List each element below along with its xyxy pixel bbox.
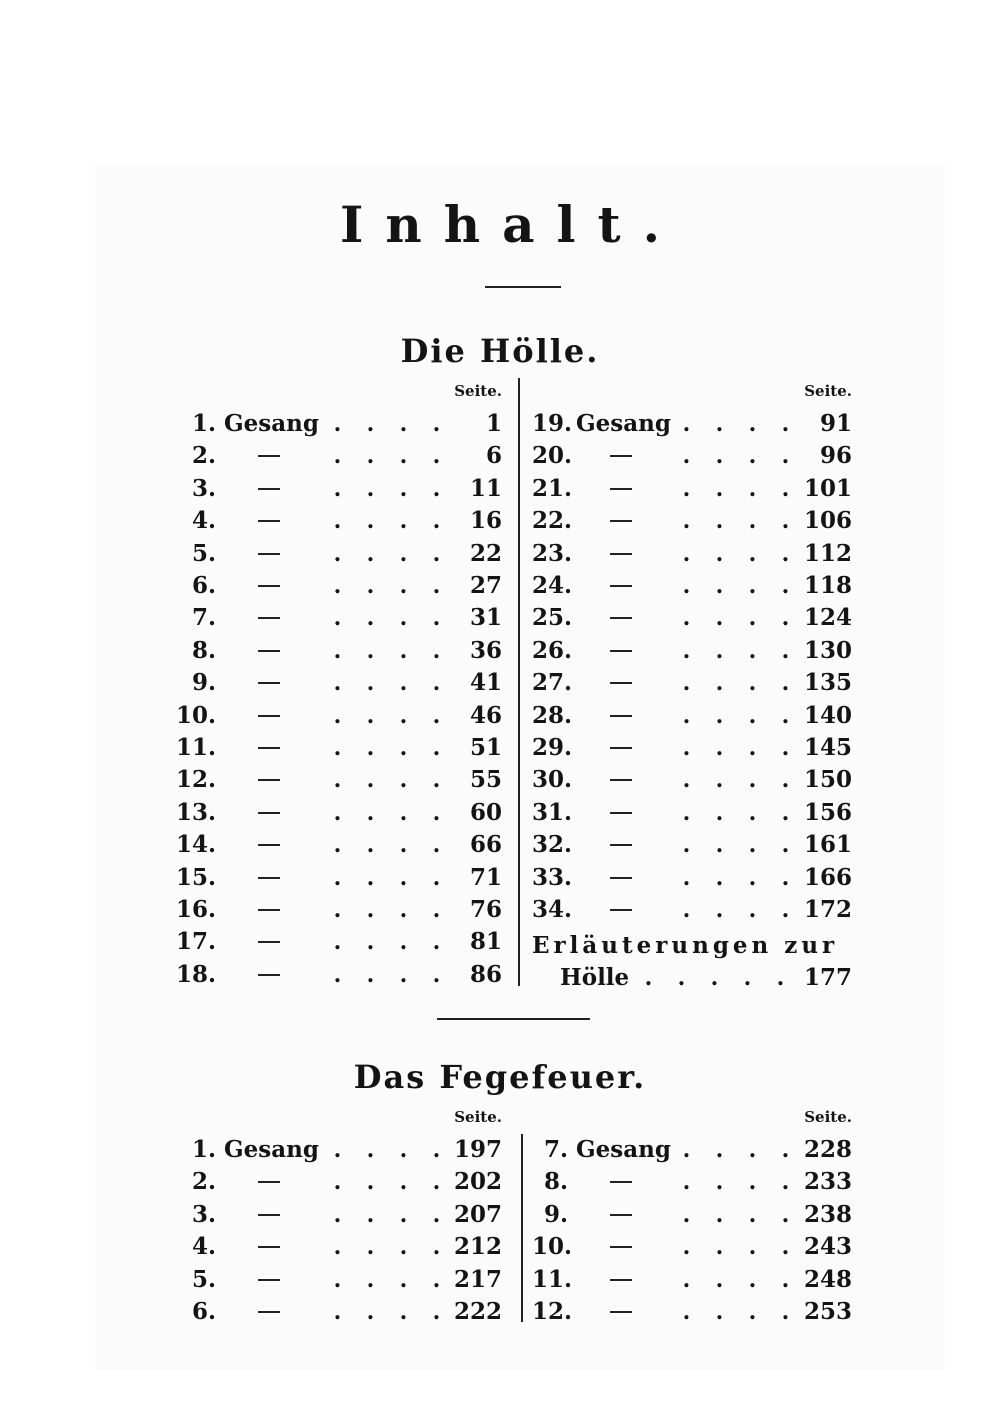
page-number: 222: [453, 1298, 502, 1325]
ditto-dash: [610, 1246, 632, 1248]
leader-dots: . . . .: [333, 1137, 441, 1163]
ditto-dash: [258, 1279, 280, 1281]
toc-row: [532, 1166, 852, 1198]
canto-number: 1.: [191, 1136, 216, 1163]
canto-number: 6.: [191, 572, 216, 599]
page-number: 55: [469, 766, 502, 794]
explanation-subject: Hölle: [560, 964, 630, 991]
leader-dots: . . . .: [333, 637, 441, 664]
canto-number: 3.: [191, 474, 216, 502]
leader-dots: . . . .: [682, 767, 790, 794]
page-number: 248: [803, 1265, 852, 1293]
toc-row: [176, 1231, 502, 1263]
ditto-dash: [610, 1214, 632, 1216]
canto-number: 34.: [532, 896, 573, 923]
leader-dots: . . . .: [682, 1169, 790, 1196]
canto-number: 30.: [532, 766, 573, 794]
ditto-dash: [258, 1181, 280, 1183]
canto-number: 5.: [191, 1265, 216, 1293]
page-number: 233: [803, 1168, 852, 1196]
toc-row: [532, 1231, 852, 1263]
ditto-dash: [258, 585, 280, 587]
ditto-dash: [610, 682, 632, 684]
page-number: 96: [819, 442, 852, 470]
toc-row: [176, 408, 502, 440]
canto-number: 3.: [191, 1200, 216, 1228]
toc-row: [176, 667, 502, 699]
ditto-dash: [258, 974, 280, 976]
ditto-dash: [610, 650, 632, 652]
page-number: 238: [803, 1200, 852, 1228]
canto-number: 1.: [191, 410, 216, 437]
canto-number: 2.: [191, 442, 216, 470]
leader-dots: . . . .: [682, 1299, 790, 1325]
page-number: 228: [803, 1136, 852, 1163]
leader-dots: . . . .: [333, 508, 441, 535]
toc-row: [532, 894, 852, 926]
toc-row: [176, 473, 502, 505]
leader-dots: . . . .: [333, 961, 441, 988]
canto-number: 8.: [191, 636, 216, 664]
leader-dots: . . . .: [333, 605, 441, 632]
canto-number: 17.: [176, 928, 217, 956]
leader-dots: . . . .: [333, 702, 441, 729]
canto-number: 4.: [191, 507, 216, 535]
leader-dots: . . . .: [682, 443, 790, 470]
page-number: 124: [803, 604, 852, 632]
canto-number: 2.: [191, 1168, 216, 1196]
toc-row: [532, 538, 852, 570]
page-number: 16: [469, 507, 502, 535]
page-number: 212: [453, 1233, 502, 1261]
toc-row: [532, 505, 852, 537]
page-number: 145: [803, 734, 852, 761]
ditto-dash: [258, 1311, 280, 1313]
ditto-dash: [258, 682, 280, 684]
ditto-dash: [610, 617, 632, 619]
canto-number: 21.: [532, 474, 573, 502]
toc-row: [532, 602, 852, 634]
ditto-dash: [610, 812, 632, 814]
ditto-dash: [258, 617, 280, 619]
toc-row: [532, 829, 852, 861]
canto-label: Gesang: [576, 1136, 671, 1163]
ditto-dash: [610, 1279, 632, 1281]
ditto-dash: [258, 877, 280, 879]
toc-row: [532, 732, 852, 764]
canto-number: 19.: [532, 410, 573, 437]
leader-dots: . . . .: [682, 799, 790, 826]
canto-number: 15.: [176, 863, 217, 891]
page-number: 1: [485, 410, 502, 437]
leader-dots: . . . .: [682, 411, 790, 437]
canto-number: 22.: [532, 507, 573, 535]
canto-number: 16.: [176, 896, 217, 923]
toc-row: [532, 797, 852, 829]
canto-number: 7.: [191, 604, 216, 632]
toc-row: [176, 797, 502, 829]
seite-label-left: Seite.: [454, 382, 502, 400]
leader-dots: . . . .: [682, 864, 790, 891]
toc-row: [176, 959, 502, 991]
leader-dots: . . . .: [682, 1201, 790, 1228]
toc-row: [176, 732, 502, 764]
leader-dots: . . . .: [333, 897, 441, 923]
page-number: 156: [803, 798, 852, 826]
page-number: 66: [469, 831, 502, 859]
ditto-dash: [610, 1181, 632, 1183]
canto-label: Gesang: [224, 1136, 319, 1163]
page-number: 197: [453, 1136, 502, 1163]
toc-column-right-2: [532, 1134, 852, 1334]
seite-label-left-2: Seite.: [454, 1108, 502, 1126]
page-number: 140: [803, 701, 852, 729]
leader-dots: . . . .: [682, 832, 790, 859]
leader-dots: . . . .: [682, 508, 790, 535]
page-number: 36: [469, 636, 502, 664]
canto-number: 32.: [532, 831, 573, 859]
leader-dots: . . . .: [333, 799, 441, 826]
toc-row: [532, 635, 852, 667]
toc-row: [532, 473, 852, 505]
ditto-dash: [258, 747, 280, 749]
canto-number: 8.: [543, 1168, 568, 1196]
ditto-dash: [258, 909, 280, 911]
toc-row: [532, 440, 852, 472]
page-number: 243: [803, 1233, 852, 1261]
ditto-dash: [610, 1311, 632, 1313]
toc-row: [176, 764, 502, 796]
leader-dots: . . . .: [682, 1266, 790, 1293]
ditto-dash: [258, 715, 280, 717]
page-number: 161: [803, 831, 852, 859]
explanation-page: 177: [803, 964, 852, 991]
leader-dots: . . . .: [333, 1234, 441, 1261]
canto-number: 11.: [532, 1265, 573, 1293]
page-number: 135: [803, 669, 852, 697]
page-number: 112: [803, 539, 852, 567]
page-number: 6: [485, 442, 502, 470]
leader-dots: . . . .: [682, 573, 790, 599]
ditto-dash: [258, 1246, 280, 1248]
leader-dots: . . . .: [682, 637, 790, 664]
leader-dots: . . . .: [333, 573, 441, 599]
page-number: 253: [803, 1298, 852, 1325]
canto-number: 4.: [191, 1233, 216, 1261]
page-number: 46: [469, 701, 502, 729]
toc-row: [176, 1264, 502, 1296]
leader-dots: . . . .: [682, 670, 790, 697]
toc-row: [532, 1199, 852, 1231]
leader-dots: . . . .: [333, 735, 441, 761]
seite-label-right: Seite.: [804, 382, 852, 400]
canto-number: 7.: [543, 1136, 568, 1163]
ditto-dash: [258, 844, 280, 846]
ditto-dash: [258, 1214, 280, 1216]
canto-number: 14.: [176, 831, 217, 859]
ditto-dash: [610, 520, 632, 522]
toc-column-left: [176, 408, 502, 1008]
ditto-dash: [610, 877, 632, 879]
ditto-dash: [258, 650, 280, 652]
page-title: Inhalt.: [340, 195, 682, 254]
ditto-dash: [610, 585, 632, 587]
toc-row: [532, 667, 852, 699]
ditto-dash: [610, 455, 632, 457]
ditto-dash: [258, 455, 280, 457]
toc-row: [176, 829, 502, 861]
page-number: 51: [469, 734, 502, 761]
leader-dots: . . . .: [682, 605, 790, 632]
leader-dots: . . . .: [333, 767, 441, 794]
page-number: 60: [469, 798, 502, 826]
toc-row: [532, 862, 852, 894]
toc-row: [532, 700, 852, 732]
section-title-fegefeuer: Das Fegefeuer.: [353, 1058, 647, 1096]
leader-dots: . . . .: [333, 929, 441, 956]
page-number: 150: [803, 766, 852, 794]
toc-row: [176, 700, 502, 732]
page-number: 71: [469, 863, 502, 891]
canto-number: 13.: [176, 798, 217, 826]
column-divider: [518, 378, 520, 986]
leader-dots: . . . .: [682, 1137, 790, 1163]
ditto-dash: [610, 488, 632, 490]
page-number: 217: [453, 1265, 502, 1293]
toc-row: [176, 1166, 502, 1198]
leader-dots: . . . .: [682, 1234, 790, 1261]
canto-label: Gesang: [576, 410, 671, 437]
toc-column-right: [532, 408, 852, 1008]
toc-row: [176, 1134, 502, 1166]
leader-dots: . . . .: [682, 735, 790, 761]
page-number: 118: [803, 572, 852, 599]
canto-number: 29.: [532, 734, 573, 761]
toc-row: [176, 1199, 502, 1231]
ditto-dash: [258, 779, 280, 781]
canto-number: 31.: [532, 798, 573, 826]
page-number: 106: [803, 507, 852, 535]
leader-dots: . . . .: [333, 1201, 441, 1228]
leader-dots: . . . .: [333, 540, 441, 567]
toc-row: [532, 408, 852, 440]
canto-number: 9.: [191, 669, 216, 697]
toc-row: [532, 1134, 852, 1166]
seite-label-right-2: Seite.: [804, 1108, 852, 1126]
section-divider: [437, 1018, 590, 1020]
canto-number: 28.: [532, 701, 573, 729]
toc-row: [176, 926, 502, 958]
page-number: 76: [469, 896, 502, 923]
canto-label: Gesang: [224, 410, 319, 437]
page-number: 86: [469, 960, 502, 988]
toc-row: [176, 862, 502, 894]
canto-number: 24.: [532, 572, 573, 599]
canto-number: 10.: [176, 701, 217, 729]
canto-number: 27.: [532, 669, 573, 697]
canto-number: 23.: [532, 539, 573, 567]
ditto-dash: [610, 844, 632, 846]
toc-row: [176, 894, 502, 926]
toc-row: [532, 1296, 852, 1328]
canto-number: 6.: [191, 1298, 216, 1325]
leader-dots: . . . .: [333, 670, 441, 697]
toc-row: [176, 602, 502, 634]
toc-row: [176, 570, 502, 602]
canto-number: 12.: [176, 766, 217, 794]
toc-column-left-2: [176, 1134, 502, 1334]
canto-number: 25.: [532, 604, 573, 632]
page-number: 27: [469, 572, 502, 599]
section-title-hoelle: Die Hölle.: [400, 332, 600, 370]
page-number: 41: [469, 669, 502, 697]
toc-row: [176, 440, 502, 472]
leader-dots: . . . .: [682, 475, 790, 502]
page-number: 130: [803, 636, 852, 664]
page-number: 91: [819, 410, 852, 437]
page-number: 202: [453, 1168, 502, 1196]
canto-number: 33.: [532, 863, 573, 891]
leader-dots: . . . .: [682, 540, 790, 567]
ditto-dash: [258, 520, 280, 522]
ditto-dash: [610, 715, 632, 717]
leader-dots: . . . .: [682, 702, 790, 729]
canto-number: 11.: [176, 734, 217, 761]
leader-dots: . . . .: [333, 832, 441, 859]
leader-dots: . . . .: [333, 411, 441, 437]
title-divider: [485, 286, 561, 288]
ditto-dash: [610, 909, 632, 911]
toc-row: [532, 764, 852, 796]
leader-dots: . . . .: [333, 1299, 441, 1325]
column-divider-2: [521, 1134, 523, 1322]
toc-explanation-line2: [532, 962, 852, 994]
page-number: 101: [803, 474, 852, 502]
page-number: 172: [803, 896, 852, 923]
leader-dots: . . . . .: [644, 965, 785, 991]
toc-row: [532, 570, 852, 602]
leader-dots: . . . .: [333, 475, 441, 502]
canto-number: 26.: [532, 636, 573, 664]
leader-dots: . . . .: [333, 443, 441, 470]
leader-dots: . . . .: [333, 1169, 441, 1196]
toc-row: [176, 635, 502, 667]
ditto-dash: [610, 779, 632, 781]
ditto-dash: [258, 941, 280, 943]
ditto-dash: [610, 747, 632, 749]
ditto-dash: [258, 488, 280, 490]
toc-row: [176, 538, 502, 570]
page-number: 207: [453, 1200, 502, 1228]
toc-row: [176, 1296, 502, 1328]
ditto-dash: [258, 553, 280, 555]
page-number: 22: [469, 539, 502, 567]
ditto-dash: [610, 553, 632, 555]
toc-row: [176, 505, 502, 537]
canto-number: 12.: [532, 1298, 573, 1325]
toc-row: [532, 1264, 852, 1296]
canto-number: 9.: [543, 1200, 568, 1228]
page-number: 166: [803, 863, 852, 891]
leader-dots: . . . .: [682, 897, 790, 923]
leader-dots: . . . .: [333, 864, 441, 891]
canto-number: 10.: [532, 1233, 573, 1261]
page-number: 11: [469, 474, 502, 502]
toc-explanation-line1: [532, 930, 852, 962]
canto-number: 5.: [191, 539, 216, 567]
page-number: 31: [469, 604, 502, 632]
canto-number: 20.: [532, 442, 573, 470]
ditto-dash: [258, 812, 280, 814]
page-number: 81: [469, 928, 502, 956]
leader-dots: . . . .: [333, 1266, 441, 1293]
canto-number: 18.: [176, 960, 217, 988]
explanation-heading: Erläuterungen zur: [532, 932, 839, 959]
